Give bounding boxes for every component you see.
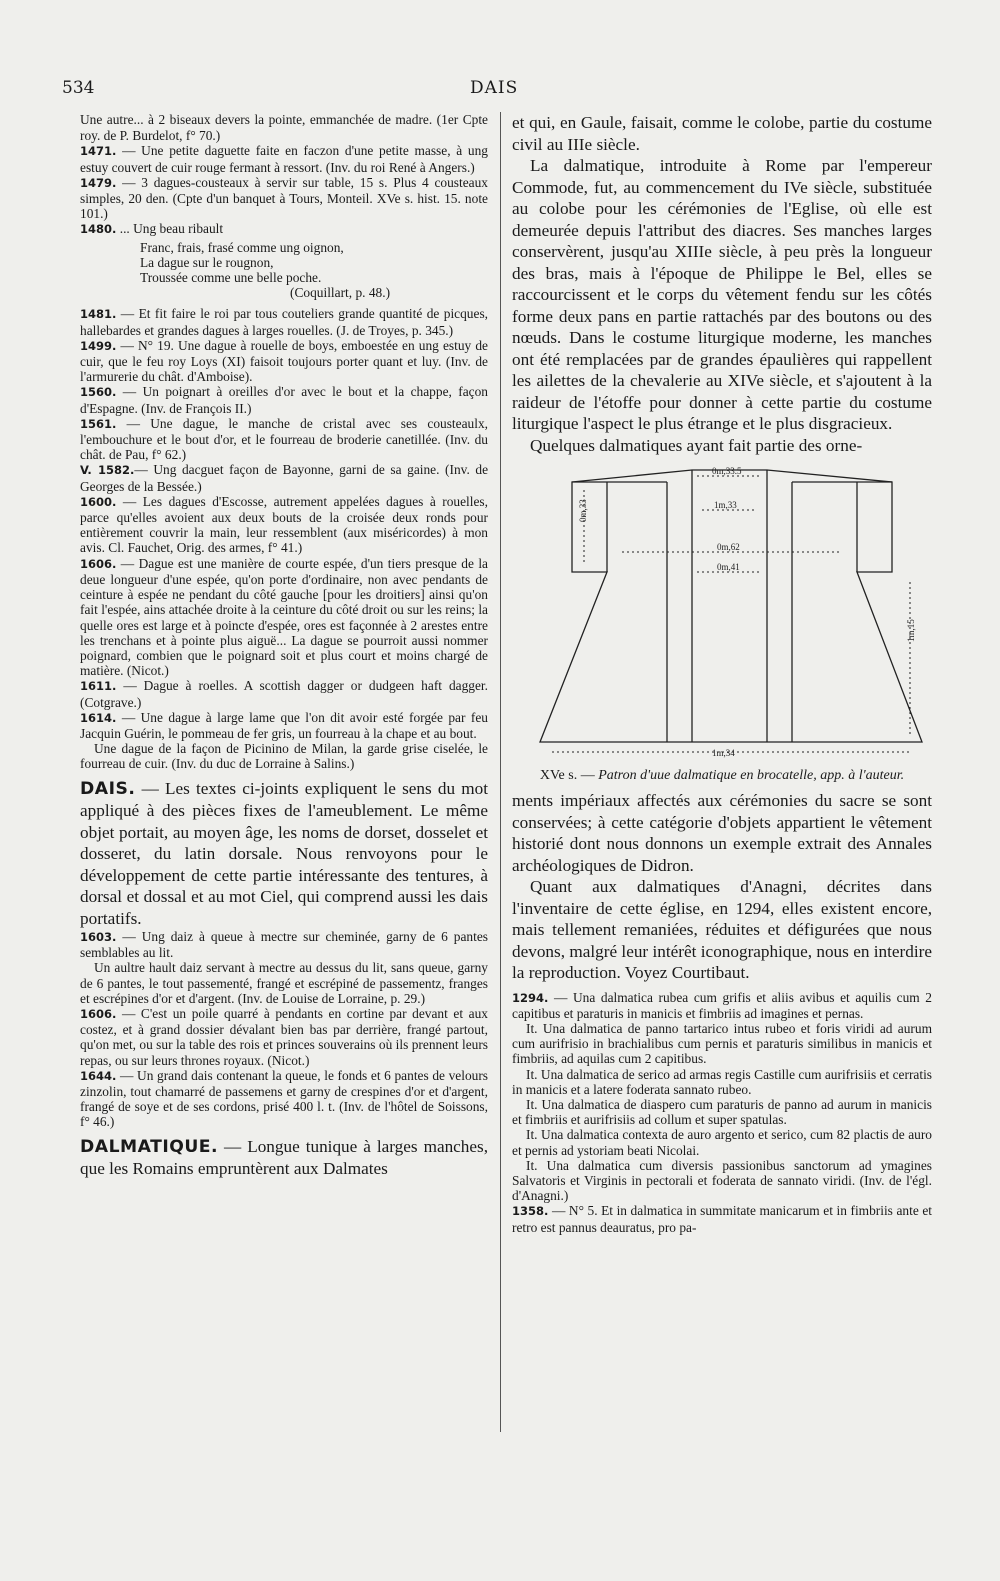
body-paragraph: Quelques dalmatiques ayant fait partie des orne- [530,435,863,455]
left-column [80,112,488,1180]
dalmatic-pattern-drawing [512,462,932,762]
quote-paragraph: 1561. — Une dague, le manche de cristal avec ses cousteaulx, l'embouchure et le bout d'or, et le fourreau de broderie canetillée. (Inv. du chât. de Pau, f° 62.) [80,415,488,463]
quote-paragraph: V. 1582.— Ung dacguet façon de Bayonne, garni de sa gaine. (Inv. de Georges de la Bessée.) [80,462,489,494]
dague-quotes-top [80,112,488,300]
label-shoulder: 0m,33 [578,499,588,522]
quote-paragraph: Une dague de la façon de Picinino de Milan, la garde grise ciselée, le fourreau de cuir. (Inv. du duc de Lorraine à Salins.) [80,741,488,772]
quote-paragraph: It. Una dalmatica de panno tartarico intus rubeo et foris viridi ad aurum cum aurifrisio in brachialibus cum pernis et paraturis similibus in manicis et fimbriis, ad aquilas cum 2 capitibus. [512,1020,932,1067]
body-paragraph: Quant aux dalmatiques d'Anagni, décrites dans l'inventaire de cette église, en 1294, elles existent encore, mais tellement remaniées, réduites et défigurées que nous devons, malgré leur intérêt iconographique, nous en interdire la reproduction. Voyez Courtibaut. [512,877,932,982]
running-head: DAIS [470,78,519,98]
quote-paragraph: 1600. — Les dagues d'Escosse, autrement appelées dagues à rouelles, parce qu'elles avoient aux deux bouts de la croisée deux ronds pour entièrement couvrir la main, leur ressemblent (aux miséricordes) à mon avis. Cl. Fauchet, Orig. des armes, f° 41.) [80,493,488,556]
label-chest: 0m,62 [717,542,740,552]
label-top-width: 0m,33.5 [712,466,742,476]
dais-quotes [80,929,488,1130]
column-divider [500,112,501,1432]
quote-paragraph: It. Una dalmatica de serico ad armas regis Castille cum aurifrisiis et cerratis in manicis et a latere foderata sannato rubeo. [512,1066,932,1097]
body-paragraph: et qui, en Gaule, faisait, comme le colobe, partie du costume civil au IIIe siècle. [512,113,932,154]
dalmatique-definition: DALMATIQUE. — Longue tunique à larges manches, que les Romains empruntèrent aux Dalmates [80,1136,488,1179]
quote-paragraph: 1471. — Une petite daguette faite en faczon d'une petite masse, à ung estuy couvert de cuir rouge fermant à ressort. (Inv. du roi René à Angers.) [80,143,488,175]
label-hem-mid: 0m,41 [717,562,740,572]
quote-paragraph: 1560. — Un poignart à oreilles d'or avec le bout et la chappe, façon d'Espagne. (Inv. de François II.) [80,384,488,416]
page-number: 534 [62,78,95,98]
quote-paragraph: 1479. — 3 dagues-cousteaux à servir sur table, 15 s. Plus 4 cousteaux simples, 20 den. (Cpte d'un banquet à Tours, Monteil. XVe s. hist. 15. note 101.) [80,174,488,222]
quote-paragraph: It. Una dalmatica de diaspero cum paraturis de panno ad aurum in manicis et fimbriis et aurifrisiis ad collum et super spatulas. [512,1096,932,1128]
dais-definition: DAIS. — Les textes ci-joints expliquent le sens du mot appliqué à des pièces fixes de l'ameublement. Le même objet portait, au moyen âge, les noms de dorset, dosselet et dosseret, du latin dorsale. Nous renvoyons pour le développement de cette partie intéressante des tentures, à dorsal et dossal et au mot Ciel, qui comprend aussi les dais portatifs. [80,778,488,928]
dalmatique-continued-2 [512,790,932,984]
dague-quotes [80,306,488,771]
dalmatic-pattern-figure [512,462,932,784]
label-bottom: 1m,34 [712,748,735,758]
quote-paragraph: It. Una dalmatica cum diversis passionibus sanctorum ad ymagines Salvatoris et Virginis in pectorali et foderata de sannato viridi. (Inv. de l'égl. d'Anagni.) [512,1157,932,1204]
quote-paragraph: 1358. — N° 5. Et in dalmatica in summitate manicarum et in fimbriis ante et retro est pannus deauratus, pro pa- [512,1203,932,1235]
dalmatique-continued [512,112,932,456]
quote-paragraph: 1606. — Dague est une manière de courte espée, d'un tiers presque de la deue longueur d'une espée, qu'on porte d'ordinaire, non avec pendants de ceinture à espée ne pendant du côté gauche [pour les droitiers] ainsi qu'on fait l'espée, ains attachée droite à la ceinture du côté droit ou sur les reins; la quelle ores est large et à poincte d'espée, ores est façonnée à 2 arestes entre les trenchans et à pointe plus aiguë... La dague se pourroit aussi nommer poignard, combien que le poignard soit et plus court et moins chargé de matière. (Nicot.) [80,555,488,679]
anagni-quotes [512,990,932,1235]
verse-quote: Franc, frais, frasé comme ung oignon, La dague sur le rougnon, Troussée comme une belle poche. (Coquillart, p. 48.) [140,239,391,301]
dalmatique-article [80,1136,488,1180]
quote-paragraph: 1611. — Dague à roelles. A scottish dagger or dudgeen haft dagger. (Cotgrave.) [80,678,488,710]
label-length: 1m,15 [906,619,916,642]
quote-paragraph: 1606. — C'est un poile quarré à pendants en cortine par devant et aux costez, et à grand dossier dévalant bien bas par derrière, frangé partout, qu'on met, ou sur la table des rois et princes souverains où ils prennent leurs repas, ou sur leurs thrones royaux. (Nicot.) [80,1006,488,1068]
quote-paragraph: 1481. — Et fit faire le roi par tous couteliers grande quantité de picques, hallebardes et grandes dagues à larges rouelles. (J. de Troyes, p. 345.) [80,306,488,338]
headword-dalmatique: DALMATIQUE. [80,1136,219,1157]
quote-paragraph: 1499. — N° 19. Une dague à rouelle de boys, emboestée en ung estuy de cuir, que le feu roy Loys (XI) faisoit toujours porter quant et luy. (Inv. de l'armurerie du chât. d'Amboise). [80,337,488,385]
figure-caption: XVe s. — Patron d'uue dalmatique en brocatelle, app. à l'auteur. [539,768,905,783]
quote-paragraph: 1614. — Une dague à large lame que l'on dit avoir esté forgée par feu Jacquin Guérin, le pommeau de fer gris, un fourreau à la chape et au bout. [80,709,488,741]
right-column [512,112,932,1235]
quote-paragraph: 1294. — Una dalmatica rubea cum grifis et aliis avibus et aquilis cum 2 capitibus et paraturis in manicis et fimbriis ad imagines et pernas. [512,989,932,1021]
quote-paragraph: Une autre... à 2 biseaux devers la pointe, emmanchée de madre. (1er Cpte roy. de P. Burdelot, f° 70.) [80,112,488,144]
body-paragraph: ments impériaux affectés aux cérémonies du sacre se sont conservées; à cette catégorie d'objets appartient le vêtement historié dont nous donnons un exemple extrait des Annales archéologiques de Didron. [512,791,932,875]
body-paragraph: La dalmatique, introduite à Rome par l'empereur Commode, fut, au commencement du IVe siècle, substituée au colobe pour les cérémonies de l'Eglise, où elle est demeurée depuis l'attribut des diacres. Ses manches larges conservèrent, jusqu'au XIIIe siècle, à peu près la longueur des bras, mais à l'époque de Philippe le Bel, elles se raccourcissent et le corps du vêtement fendu sur les côtés forme deux pans en partie rattachés par des boutons ou des nœuds. Dans le costume liturgique moderne, les manches ont été remplacées par de grandes épaulières qui rappellent les ailettes de la chevalerie au XIVe siècle, et s'ajoutent à la raideur de l'étoffe pour donner à cette partie du costume liturgique l'aspect le plus étrange et le plus disgracieux. [512,156,932,433]
headword-dais: DAIS. [80,778,136,799]
quote-paragraph: 1480. ... Ung beau ribault [80,221,224,237]
label-neck: 1m,33 [714,500,737,510]
dais-article [80,778,488,930]
quote-paragraph: Un aultre hault daiz servant à mectre au dessus du lit, sans queue, garny de 6 pantes, le tout passementé, frangé et escrépiné de passementz, franges et escrépines d'or et d'argent. (Inv. de Louise de Lorraine, p. 29.) [80,960,488,1006]
quote-paragraph: 1603. — Ung daiz à queue à mectre sur cheminée, garny de 6 pantes semblables au lit. [80,929,488,961]
quote-paragraph: It. Una dalmatica contexta de auro argento et serico, cum 82 plactis de auro et pernis ad ystoriam beati Nicolai. [512,1127,932,1158]
quote-paragraph: 1644. — Un grand dais contenant la queue, le fonds et 6 pantes de velours zinzolin, tout chamarré de passemens et garny de crespines d'or et d'argent, frangé de soye et de ses cordons, prisé 400 l. t. (Inv. de l'hôtel de Soissons, f° 46.) [80,1067,488,1130]
